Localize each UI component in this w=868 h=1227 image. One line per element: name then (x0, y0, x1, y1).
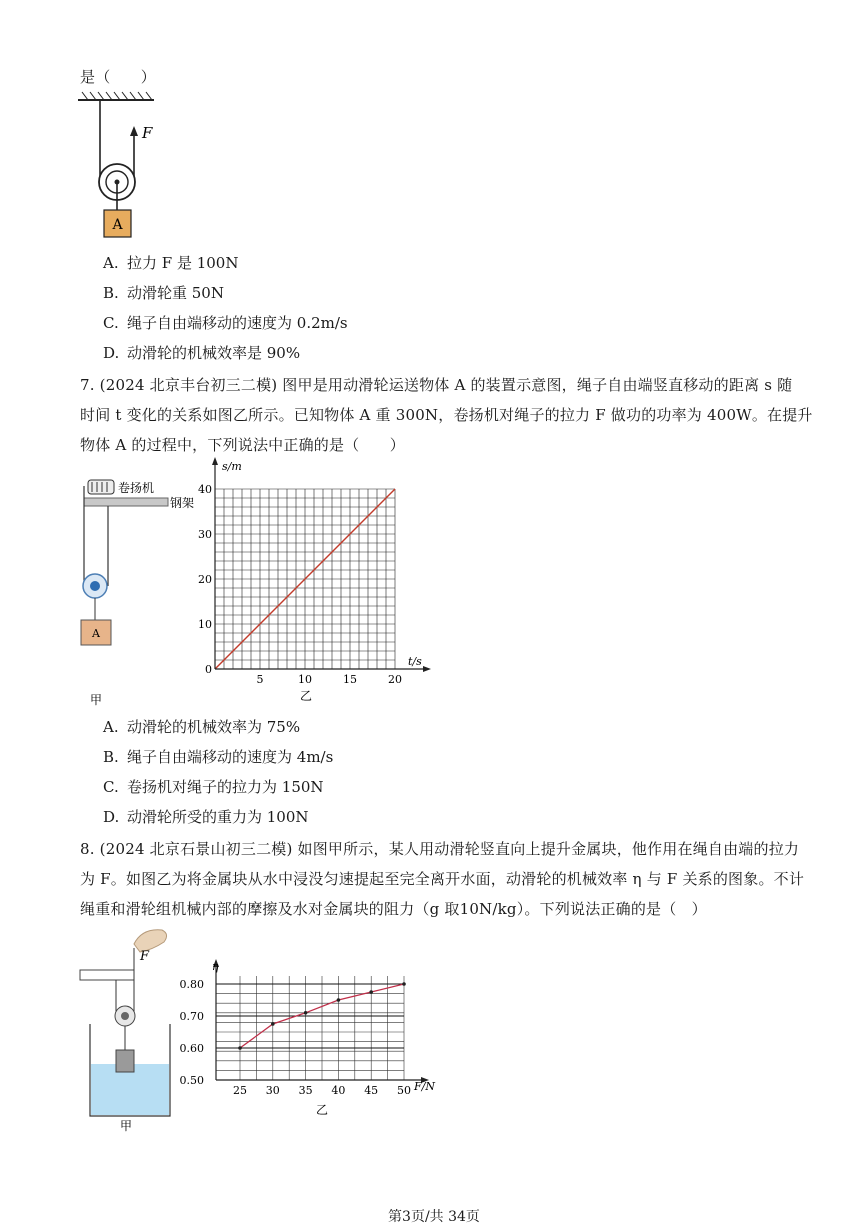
q6-option-b[interactable]: B. 动滑轮重 50N (103, 284, 224, 302)
q7-stem-line3: 物体 A 的过程中，下列说法中正确的是（ ） (80, 436, 405, 454)
q7-fig-yi: 乙 (300, 689, 313, 703)
y-tick-label: 0 (205, 663, 212, 676)
page-footer: 第3页/共 34页 (388, 1209, 480, 1225)
x-tick-label: 40 (331, 1084, 346, 1097)
q8-tank-figure (76, 924, 186, 1133)
q6-option-a[interactable]: A. 拉力 F 是 100N (103, 254, 239, 272)
x-tick-label: 15 (343, 673, 357, 686)
q7-x-axis-label: t/s (408, 655, 422, 668)
q7-block-label: A (92, 627, 100, 640)
q8-stem-line2: 为 F。如图乙为将金属块从水中浸没匀速提起至完全离开水面，动滑轮的机械效率 η 与 F 关系的图象。不计 (80, 870, 805, 888)
q6-force-label: F (142, 124, 153, 142)
q8-stem-line1: 8. (2024 北京石景山初三二模) 如图甲所示，某人用动滑轮竖直向上提升金属块，他作用在绳自由端的拉力 (80, 840, 800, 858)
data-point (402, 982, 406, 986)
q7-winch-figure (78, 474, 208, 709)
y-tick-label: 0.50 (179, 1074, 204, 1087)
x-tick-label: 30 (265, 1084, 280, 1097)
y-tick-label: 0.80 (179, 978, 204, 991)
q7-option-c[interactable]: C. 卷扬机对绳子的拉力为 150N (103, 778, 324, 796)
q8-x-axis-label: F/N (414, 1080, 435, 1093)
q7-st-chart (200, 456, 440, 706)
q7-winch-label: 卷扬机 (118, 481, 155, 495)
x-tick-label: 35 (298, 1084, 313, 1097)
q7-y-axis-label: s/m (222, 460, 242, 473)
data-point (238, 1046, 242, 1050)
q7-frame-label: 钢架 (170, 496, 195, 510)
x-tick-label: 25 (233, 1084, 247, 1097)
q6-option-d[interactable]: D. 动滑轮的机械效率是 90% (103, 344, 301, 362)
q8-y-axis-label: η (212, 960, 219, 973)
q7-option-d[interactable]: D. 动滑轮所受的重力为 100N (103, 808, 309, 826)
q7-option-b[interactable]: B. 绳子自由端移动的速度为 4m/s (103, 748, 334, 766)
q8-stem-line3: 绳重和滑轮组机械内部的摩擦及水对金属块的阻力（g 取10N/kg）。下列说法正确的是（ ） (80, 900, 707, 918)
q8-eta-chart (176, 956, 438, 1120)
q8-force-label: F (140, 949, 150, 964)
data-point (271, 1022, 275, 1026)
y-tick-label: 10 (198, 618, 212, 631)
q7-stem-line2: 时间 t 变化的关系如图乙所示。已知物体 A 重 300N，卷扬机对绳子的拉力 F 做功的功率为 400W。在提升 (80, 406, 813, 424)
q6-option-c[interactable]: C. 绳子自由端移动的速度为 0.2m/s (103, 314, 348, 332)
data-point (369, 990, 373, 994)
y-tick-label: 30 (198, 528, 212, 541)
x-tick-label: 20 (388, 673, 402, 686)
q6-block-label: A (112, 217, 123, 233)
x-tick-label: 5 (256, 673, 264, 686)
q8-fig-yi: 乙 (316, 1103, 329, 1117)
y-tick-label: 20 (198, 573, 212, 586)
q7-option-a[interactable]: A. 动滑轮的机械效率为 75% (103, 718, 301, 736)
q7-stem-line1: 7. (2024 北京丰台初三二模) 图甲是用动滑轮运送物体 A 的装置示意图，绳子自由端竖直移动的距离 s 随 (80, 376, 793, 394)
y-tick-label: 40 (198, 483, 212, 496)
x-tick-label: 50 (397, 1084, 411, 1097)
q8-fig-jia: 甲 (120, 1119, 133, 1133)
data-point (304, 1011, 308, 1015)
q7-fig-jia: 甲 (90, 693, 103, 707)
x-tick-label: 10 (298, 673, 312, 686)
q6-pulley-figure (70, 90, 170, 250)
q6-stem-tail: 是（ ） (80, 68, 157, 86)
x-tick-label: 45 (364, 1084, 379, 1097)
y-tick-label: 0.60 (179, 1042, 204, 1055)
y-tick-label: 0.70 (179, 1010, 204, 1023)
data-point (337, 998, 341, 1002)
